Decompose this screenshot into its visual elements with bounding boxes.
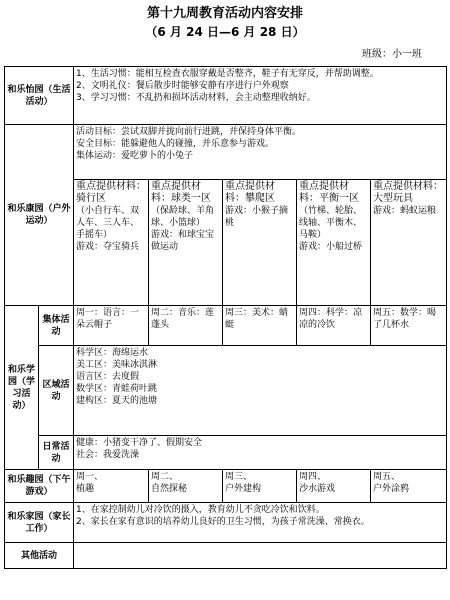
date-range: （6 月 24 日—6 月 28 日） xyxy=(145,25,305,39)
study-group-row xyxy=(5,306,447,346)
study-group-item: 周二：音乐：莲蓬头 xyxy=(149,306,223,346)
class-name: 小一班 xyxy=(392,49,422,60)
schedule-table xyxy=(4,66,447,569)
home-item: 1、在家控制幼儿对冷饮的摄入，教育幼儿不贪吃冷饮和饮料。 xyxy=(76,505,325,515)
sports-area-body: （小自行车、双人车、三人车、手摇车） xyxy=(76,206,140,240)
play-day-cell: 周二、 自然探秘 xyxy=(149,470,223,503)
sports-area-body: （保龄球、羊角球、小篮球） xyxy=(151,206,215,228)
study-daily-label: 日常活动 xyxy=(39,436,74,470)
sports-area-cell xyxy=(74,180,149,306)
home-row xyxy=(5,503,447,543)
sports-goals xyxy=(74,125,447,180)
sports-goal: 活动目标：尝试双脚并拢向前行进跳，并保持身体平衡。 xyxy=(76,127,302,137)
sports-area-game: 游戏：和球宝宝做运动 xyxy=(151,230,215,252)
class-label: 班级： xyxy=(362,49,392,60)
study-group-item: 周一：语言：一朵云帽子 xyxy=(74,306,149,346)
sports-area-head: 重点提供材料：球类一区 xyxy=(151,181,212,204)
sports-goals-row xyxy=(5,125,447,180)
sports-area-cell xyxy=(297,180,371,306)
other-label: 其他活动 xyxy=(5,543,74,569)
home-content xyxy=(74,503,447,543)
sports-area-game: 游戏：蚂蚁运粮 xyxy=(373,206,437,216)
study-area-label: 区域活动 xyxy=(39,346,74,436)
study-area-item: 数学区：青蛙荷叶跳 xyxy=(76,384,158,394)
study-daily-item: 健康：小猪变干净了、假期安全 xyxy=(76,438,203,448)
play-row xyxy=(5,470,447,503)
study-group-item: 周三：美术：蜻蜓 xyxy=(223,306,297,346)
home-item: 2、家长在家有意识的培养幼儿良好的卫生习惯，为孩子常洗澡、常换衣。 xyxy=(76,517,370,527)
study-area-content xyxy=(74,346,447,436)
other-row xyxy=(5,543,447,569)
study-area-item: 语言区：去度假 xyxy=(76,372,140,382)
play-day-cell: 周五、 户外涂鸦 xyxy=(371,470,447,503)
sports-area-cell xyxy=(149,180,223,306)
study-area-row xyxy=(5,346,447,436)
study-group-item: 周四：科学：凉凉的冷饮 xyxy=(297,306,371,346)
sports-area-body: （竹梯、轮胎、线轴、平衡木、马鞍） xyxy=(299,206,363,240)
sports-area-game: 游戏：小猴子摘桃 xyxy=(225,206,289,228)
study-daily-row xyxy=(5,436,447,470)
play-day-cell: 周一、 植趣 xyxy=(74,470,149,503)
study-group-item: 周五：数学：喝了几杯水 xyxy=(371,306,447,346)
sports-goal: 集体运动：爱吃萝卜的小兔子 xyxy=(76,151,194,161)
class-info xyxy=(362,48,422,61)
study-area-item: 建构区：夏天的池塘 xyxy=(76,396,158,406)
sports-area-game: 游戏：夺宝骑兵 xyxy=(76,242,140,252)
study-group-label: 集体活动 xyxy=(39,306,74,346)
study-daily-content xyxy=(74,436,447,470)
other-content xyxy=(74,543,447,569)
sports-area-cell xyxy=(371,180,447,306)
home-label: 和乐家园（家长工作） xyxy=(5,503,74,543)
life-item: 3、学习习惯：不乱扔和损坏活动材料，会主动整理收纳好。 xyxy=(76,93,316,103)
life-content xyxy=(74,67,447,125)
life-item: 2、文明礼仪：餐后散步时能够安静有序进行户外观察 xyxy=(76,81,289,91)
sports-area-head: 重点提供材料：攀爬区 xyxy=(225,181,276,204)
play-day-cell: 周三、 户外建构 xyxy=(223,470,297,503)
life-label: 和乐怡园（生活活动） xyxy=(5,67,74,125)
study-area-item: 美工区：美味冰淇淋 xyxy=(76,360,158,370)
sports-area-head: 重点提供材料：平衡一区 xyxy=(299,181,360,204)
study-daily-item: 社会：我爱洗澡 xyxy=(76,450,140,460)
life-item: 1、生活习惯：能相互检查衣服穿戴是否整齐，鞋子有无穿反，并帮助调整。 xyxy=(76,69,379,79)
sports-area-game: 游戏：小船过桥 xyxy=(299,242,363,252)
sports-goal: 安全目标：能躲避他人的碰撞，并乐意参与游戏。 xyxy=(76,139,275,149)
sports-area-head: 重点提供材料：大型玩具 xyxy=(373,181,444,204)
study-label: 和乐学园（学习活动） xyxy=(5,306,39,470)
page-title: 第十九周教育活动内容安排 xyxy=(146,6,303,21)
life-row xyxy=(5,67,447,125)
play-label: 和乐趣园（下午游戏） xyxy=(5,470,74,503)
sports-area-head: 重点提供材料：骑行区 xyxy=(76,181,147,204)
sports-area-cell xyxy=(223,180,297,306)
sports-label: 和乐康园（户外运动） xyxy=(5,125,74,306)
play-day-cell: 周四、 沙水游戏 xyxy=(297,470,371,503)
study-area-item: 科学区：海绵运水 xyxy=(76,348,149,358)
